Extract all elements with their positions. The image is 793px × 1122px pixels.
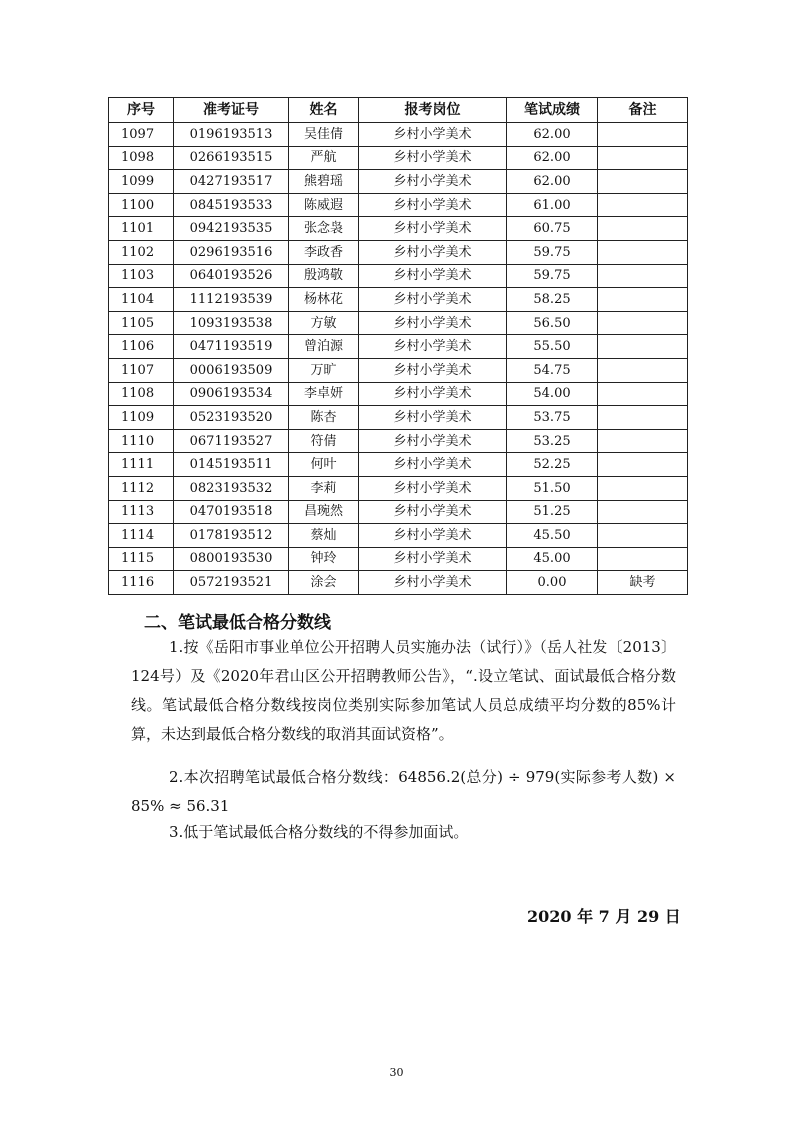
section-heading: 二、笔试最低合格分数线 xyxy=(144,613,331,633)
cell-score: 54.00 xyxy=(507,382,598,406)
cell-seq: 1108 xyxy=(109,382,174,406)
cell-score: 0.00 xyxy=(507,571,598,595)
cell-post: 乡村小学美术 xyxy=(359,193,507,217)
cell-score: 45.50 xyxy=(507,524,598,548)
cell-exam-no: 0145193511 xyxy=(174,453,289,477)
cell-score: 51.25 xyxy=(507,500,598,524)
header-note: 备注 xyxy=(598,98,688,123)
cell-seq: 1104 xyxy=(109,288,174,312)
cell-post: 乡村小学美术 xyxy=(359,453,507,477)
cell-note xyxy=(598,429,688,453)
cell-post: 乡村小学美术 xyxy=(359,524,507,548)
table-row xyxy=(109,123,688,147)
cell-score: 45.00 xyxy=(507,547,598,571)
cell-seq: 1099 xyxy=(109,170,174,194)
cell-exam-no: 0823193532 xyxy=(174,476,289,500)
cell-post: 乡村小学美术 xyxy=(359,170,507,194)
cell-post: 乡村小学美术 xyxy=(359,406,507,430)
cell-note xyxy=(598,146,688,170)
cell-name: 张念袅 xyxy=(289,217,359,241)
cell-name: 方敏 xyxy=(289,311,359,335)
header-post: 报考岗位 xyxy=(359,98,507,123)
header-score: 笔试成绩 xyxy=(507,98,598,123)
cell-name: 符倩 xyxy=(289,429,359,453)
cell-exam-no: 0906193534 xyxy=(174,382,289,406)
cell-note xyxy=(598,547,688,571)
cell-note xyxy=(598,123,688,147)
cell-score: 53.75 xyxy=(507,406,598,430)
cell-name: 严航 xyxy=(289,146,359,170)
cell-score: 51.50 xyxy=(507,476,598,500)
cell-post: 乡村小学美术 xyxy=(359,547,507,571)
cell-seq: 1097 xyxy=(109,123,174,147)
table-row xyxy=(109,571,688,595)
table-row xyxy=(109,429,688,453)
cell-seq: 1112 xyxy=(109,476,174,500)
cell-name: 殷鸿敬 xyxy=(289,264,359,288)
cell-post: 乡村小学美术 xyxy=(359,240,507,264)
table-row xyxy=(109,335,688,359)
cell-name: 杨林花 xyxy=(289,288,359,312)
cell-seq: 1105 xyxy=(109,311,174,335)
table-row xyxy=(109,547,688,571)
cell-seq: 1113 xyxy=(109,500,174,524)
document-date: 2020 年 7 月 29 日 xyxy=(527,907,681,926)
cell-exam-no: 0006193509 xyxy=(174,358,289,382)
cell-name: 陈杏 xyxy=(289,406,359,430)
cell-name: 万旷 xyxy=(289,358,359,382)
cell-score: 53.25 xyxy=(507,429,598,453)
cell-name: 李政香 xyxy=(289,240,359,264)
table-row xyxy=(109,288,688,312)
table-header-row xyxy=(109,98,688,123)
table-row xyxy=(109,382,688,406)
table-row xyxy=(109,358,688,382)
cell-exam-no: 0266193515 xyxy=(174,146,289,170)
table-row xyxy=(109,217,688,241)
table-row xyxy=(109,453,688,477)
cell-score: 54.75 xyxy=(507,358,598,382)
cell-note xyxy=(598,288,688,312)
table-row xyxy=(109,193,688,217)
cell-seq: 1106 xyxy=(109,335,174,359)
page-number: 30 xyxy=(389,1066,404,1079)
cell-seq: 1111 xyxy=(109,453,174,477)
cell-post: 乡村小学美术 xyxy=(359,358,507,382)
cell-post: 乡村小学美术 xyxy=(359,429,507,453)
cell-post: 乡村小学美术 xyxy=(359,500,507,524)
table-row xyxy=(109,524,688,548)
cell-exam-no: 0196193513 xyxy=(174,123,289,147)
header-exam-no: 准考证号 xyxy=(174,98,289,123)
cell-seq: 1100 xyxy=(109,193,174,217)
cell-name: 钟玲 xyxy=(289,547,359,571)
cell-note xyxy=(598,500,688,524)
table-row xyxy=(109,406,688,430)
cell-seq: 1115 xyxy=(109,547,174,571)
paragraph-2: 2.本次招聘笔试最低合格分数线：64856.2(总分) ÷ 979(实际参考人数) × 85% ≈ 56.31 xyxy=(131,768,676,815)
cell-score: 56.50 xyxy=(507,311,598,335)
cell-exam-no: 0942193535 xyxy=(174,217,289,241)
cell-post: 乡村小学美术 xyxy=(359,288,507,312)
cell-exam-no: 0671193527 xyxy=(174,429,289,453)
table-body xyxy=(109,123,688,595)
cell-name: 曾泊源 xyxy=(289,335,359,359)
cell-note xyxy=(598,524,688,548)
cell-note xyxy=(598,264,688,288)
table-row xyxy=(109,170,688,194)
cell-exam-no: 0640193526 xyxy=(174,264,289,288)
cell-score: 59.75 xyxy=(507,240,598,264)
cell-note xyxy=(598,453,688,477)
cell-seq: 1102 xyxy=(109,240,174,264)
cell-note xyxy=(598,382,688,406)
cell-exam-no: 0523193520 xyxy=(174,406,289,430)
cell-name: 吴佳倩 xyxy=(289,123,359,147)
cell-seq: 1098 xyxy=(109,146,174,170)
header-name: 姓名 xyxy=(289,98,359,123)
cell-score: 58.25 xyxy=(507,288,598,312)
cell-note xyxy=(598,311,688,335)
cell-note xyxy=(598,217,688,241)
cell-exam-no: 1112193539 xyxy=(174,288,289,312)
table-row xyxy=(109,146,688,170)
cell-post: 乡村小学美术 xyxy=(359,146,507,170)
cell-post: 乡村小学美术 xyxy=(359,382,507,406)
cell-exam-no: 0572193521 xyxy=(174,571,289,595)
cell-exam-no: 0800193530 xyxy=(174,547,289,571)
cell-post: 乡村小学美术 xyxy=(359,311,507,335)
cell-note xyxy=(598,240,688,264)
cell-exam-no: 0470193518 xyxy=(174,500,289,524)
cell-note: 缺考 xyxy=(598,571,688,595)
cell-note xyxy=(598,476,688,500)
cell-note xyxy=(598,358,688,382)
cell-score: 62.00 xyxy=(507,146,598,170)
cell-name: 熊碧瑶 xyxy=(289,170,359,194)
cell-score: 60.75 xyxy=(507,217,598,241)
cell-post: 乡村小学美术 xyxy=(359,476,507,500)
paragraph-1: 1.按《岳阳市事业单位公开招聘人员实施办法（试行）》（岳人社发〔2013〕124号）及《2020年君山区公开招聘教师公告》，“.设立笔试、面试最低合格分数线。笔试最低合格分数线按岗位类别实际参加笔试人员总成绩平均分数的85%计算，未达到最低合格分数线的取消其面试资格”。 xyxy=(131,638,676,743)
cell-post: 乡村小学美术 xyxy=(359,217,507,241)
cell-exam-no: 0845193533 xyxy=(174,193,289,217)
cell-seq: 1109 xyxy=(109,406,174,430)
cell-note xyxy=(598,170,688,194)
cell-seq: 1101 xyxy=(109,217,174,241)
cell-post: 乡村小学美术 xyxy=(359,571,507,595)
cell-name: 蔡灿 xyxy=(289,524,359,548)
cell-seq: 1110 xyxy=(109,429,174,453)
cell-note xyxy=(598,193,688,217)
cell-exam-no: 0178193512 xyxy=(174,524,289,548)
table-row xyxy=(109,240,688,264)
paragraph-3: 3.低于笔试最低合格分数线的不得参加面试。 xyxy=(169,823,469,841)
cell-name: 陈威遐 xyxy=(289,193,359,217)
table-row xyxy=(109,264,688,288)
cell-score: 62.00 xyxy=(507,123,598,147)
cell-post: 乡村小学美术 xyxy=(359,335,507,359)
cell-score: 59.75 xyxy=(507,264,598,288)
table-row xyxy=(109,311,688,335)
cell-name: 涂会 xyxy=(289,571,359,595)
cell-name: 李卓妍 xyxy=(289,382,359,406)
cell-exam-no: 1093193538 xyxy=(174,311,289,335)
cell-name: 李莉 xyxy=(289,476,359,500)
cell-post: 乡村小学美术 xyxy=(359,123,507,147)
cell-seq: 1116 xyxy=(109,571,174,595)
cell-post: 乡村小学美术 xyxy=(359,264,507,288)
cell-seq: 1103 xyxy=(109,264,174,288)
table-row xyxy=(109,476,688,500)
cell-score: 61.00 xyxy=(507,193,598,217)
cell-score: 62.00 xyxy=(507,170,598,194)
cell-note xyxy=(598,406,688,430)
cell-name: 昌琬然 xyxy=(289,500,359,524)
results-table xyxy=(108,97,688,595)
cell-exam-no: 0427193517 xyxy=(174,170,289,194)
cell-score: 55.50 xyxy=(507,335,598,359)
cell-exam-no: 0296193516 xyxy=(174,240,289,264)
cell-note xyxy=(598,335,688,359)
cell-seq: 1107 xyxy=(109,358,174,382)
header-seq: 序号 xyxy=(109,98,174,123)
cell-score: 52.25 xyxy=(507,453,598,477)
cell-exam-no: 0471193519 xyxy=(174,335,289,359)
cell-seq: 1114 xyxy=(109,524,174,548)
table-row xyxy=(109,500,688,524)
cell-name: 何叶 xyxy=(289,453,359,477)
